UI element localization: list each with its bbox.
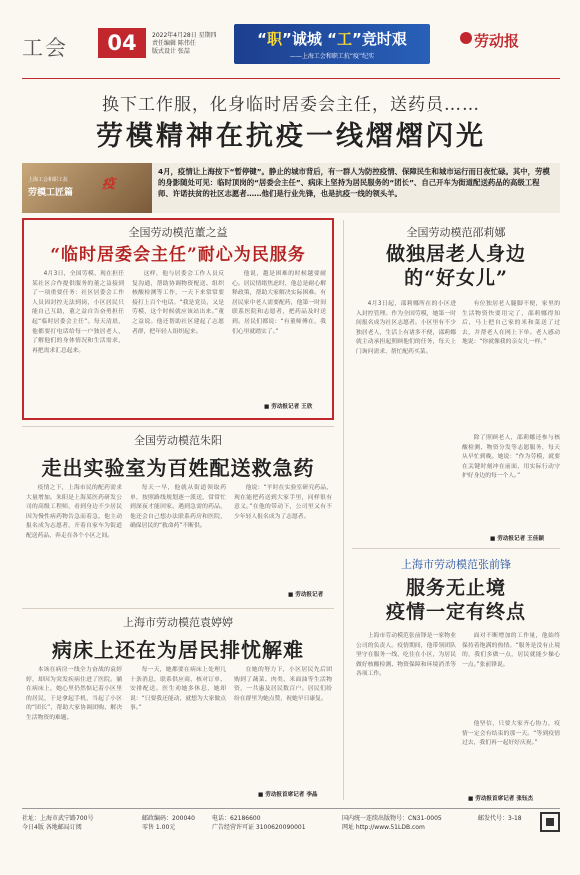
- article-kicker: 全国劳动模范邵莉娜: [406, 226, 506, 239]
- article-column: 上海市劳动模范张前锋是一家物业公司的负责人。疫情期间，他带领团队坚守在服务一线，吃住在小区，为居民做好核酸检测、物资保障和环境消杀等各项工作。: [356, 633, 456, 678]
- article-column: 他说：“平时在实验室研究药品，现在能把药送到大家手里，同样很有意义。”在他的带动下，公司里又有不少年轻人报名成为了志愿者。: [234, 485, 332, 520]
- article-headline: 病床上还在为居民排忧解难: [52, 638, 304, 662]
- campaign-banner: [234, 24, 430, 64]
- article-headline: “临时居委会主任”耐心为民服务: [50, 245, 306, 265]
- series-logo-line2: 劳模工匠篇: [28, 188, 74, 198]
- series-logo-big: 疫: [102, 177, 116, 192]
- series-logo-line1: 上海工会和职工抗: [28, 177, 69, 183]
- article-kicker: 上海市劳动模范张前锋: [401, 558, 511, 571]
- article-kicker: 全国劳动模范董之益: [128, 226, 228, 239]
- lead-intro-text: 4月，疫情让上海按下“暂停键”。静止的城市背后，有一群人为防控疫情、保障民生和城市运行而日夜忙碌。其中，劳模的身影随处可见：临时顶岗的“居委会主任”、病床上坚持为居民服务的“团长”、自己开车为街道配送药品的高级工程师、许诺扶贫的社区志愿者……他们是行业先锋，也是抗疫一线的领头羊。: [158, 167, 550, 198]
- banner-subtitle: ——上海工会和职工抗“疫”纪实: [289, 53, 375, 60]
- masthead: [22, 10, 560, 72]
- article-column: 他坚信，只要大家齐心协力，疫情一定会有结束的那一天。“等到疫情过去，我们再一起好好庆祝。”: [462, 721, 560, 747]
- article-column: 有位独居老人腿脚不便，家里的生活物资快要用完了，邵莉娜得知后，马上把自己家的米和菜送了过去，并帮老人在网上下单。老人感动地说：“你就像我的亲女儿一样。”: [462, 301, 560, 346]
- article-column: 疫情之下，上海市民的配药需求大量增加。朱阳是上海某医药研发公司的高级工程师，看到身边不少居民因为慢性病药物告急而着急，他主动报名成为志愿者，开着自家车为街道配送药品，奔走在各个小区之间。: [26, 485, 122, 539]
- article-byline: ■ 劳动报首席记者 李晶: [258, 792, 318, 798]
- article-column: 他说，越是困难的时候越要耐心。居民情绪焦虑时，他总是耐心解释政策，帮助大家解决实际困难。有居民家中老人需要配药，他第一时间联系医院和志愿者，把药品及时送到。居民们都说：“有董师傅在，我们心里就踏实了。”: [232, 271, 326, 335]
- section-divider: [22, 608, 334, 609]
- footer-issn: 国内统一连续出版物号：CN31-0005 网址 http://www.51LDB.com: [342, 815, 442, 831]
- article-byline: ■ 劳动报记者 王欣: [264, 404, 313, 410]
- banner-title: “职”诚城 “工”竞时艰: [257, 30, 407, 48]
- lead-kicker: 换下工作服，化身临时居委会主任，送药员……: [102, 95, 480, 115]
- article-column: 4月3日，全国劳模、现在担任某社区合作提供服务的董之益接到了一项重要任务：社区居委会工作人员因封控无法到岗，小区居民只能自己互助，董之益自告奋勇担任起“临时居委会主任”。每天清晨，他都要打电话给每一户独居老人，了解他们的身体情况和生活需求，再把需求汇总起来。: [32, 271, 124, 354]
- date-info: [152, 32, 236, 56]
- page-number: 04: [98, 28, 146, 58]
- article-column: 每天一早，他就从街道领取药单，按照路线规划逐一派送，常常忙到深夜才能回家。遇到急需的药品，他还会自己想办法联系药房和医院，确保居民的“救命药”不断供。: [130, 485, 226, 530]
- series-logo-image: [22, 163, 152, 213]
- article-column: 除了照顾老人，邵莉娜还参与核酸检测、物资分发等志愿服务，每天从早忙到晚。她说：“作为劳模，就要在关键时刻冲在前面，用实际行动守护好身边的每一个人。”: [462, 435, 560, 480]
- article-column: 面对不断增加的工作量，他始终保持着饱满的热情。“服务是没有止境的，我们多做一点，居民就能少操心一点。”张前锋说。: [462, 633, 560, 668]
- top-rule: [22, 78, 560, 79]
- article-column: 4月3日起，邵莉娜所在的小区进入封控管理。作为全国劳模，她第一时间报名成为社区志愿者。小区里有不少独居老人，生活上有诸多不便，邵莉娜就主动承担起照顾他们的任务，每天上门询问需求、帮忙配药买菜。: [356, 301, 456, 355]
- article-byline: ■ 劳动报首席记者 张钰杰: [468, 796, 534, 802]
- article-column: 在她的努力下，小区居民先后团购到了蔬菜、肉类、米面油等生活物资，一共惠及居民数百户。居民们纷纷在群里为她点赞，祝她早日康复。: [234, 667, 332, 702]
- date-line: 2022年4月28日 星期四: [152, 32, 217, 39]
- footer-postcode: 邮政编码：200040 零售 1.00元: [142, 815, 195, 831]
- article-byline: ■ 劳动报记者: [288, 592, 324, 598]
- lead-intro: [22, 163, 560, 213]
- article-kicker: 上海市劳动模范袁婷婷: [123, 616, 233, 629]
- section-divider: [352, 548, 560, 549]
- newspaper-logo: 劳动报: [474, 32, 520, 50]
- lead-headline: 劳模精神在抗疫一线熠熠闪光: [96, 121, 486, 152]
- article-byline: ■ 劳动报记者 王佳颖: [490, 536, 544, 542]
- article-headline: 服务无止境 疫情一定有终点: [385, 577, 526, 623]
- editor-line: 责任编辑 陈伟任: [152, 40, 196, 47]
- footer-post-code: 邮发代号：3-18: [478, 815, 522, 822]
- article-column: 每一天，她都要在病床上处理几十条消息，联系供应商、核对订单、安排配送。医生劝她多休息，她却说：“只要我还能动，就想为大家做点事。”: [130, 667, 226, 712]
- article-dong-zhiyi: [22, 218, 334, 420]
- section-name: 工会: [22, 36, 68, 60]
- section-divider: [22, 426, 334, 427]
- designer-line: 版式设计 张喆: [152, 48, 190, 55]
- article-column: 本该在病房一线全力奋战的袁婷婷，却因为突发疾病住进了医院。躺在病床上，她心里仍然惦记着小区里的居民，于是拿起手机，当起了小区的“团长”，帮助大家协调团购、解决生活物资的难题。: [26, 667, 122, 721]
- footer-rule: [22, 808, 560, 809]
- article-headline: 做独居老人身边 的“好女儿”: [385, 243, 526, 289]
- logo-seal-icon: [460, 32, 472, 44]
- article-column: 这样，他与居委会工作人员反复沟通，帮助协调物资配送、组织核酸检测等工作，一天下来常常要接打上百个电话。“我是党员，又是劳模，这个时候就应该站出来。”董之益说。他还帮助社区建起了志愿者群，把年轻人组织起来。: [132, 271, 224, 335]
- article-headline: 走出实验室为百姓配送救急药: [41, 456, 315, 480]
- footer-address: 社址：上海市武宁路700号 今日4版 各地邮局订阅: [22, 815, 94, 831]
- article-kicker: 全国劳动模范朱阳: [134, 434, 222, 447]
- qr-code-icon: [540, 812, 560, 832]
- column-divider: [343, 220, 344, 800]
- footer-phone: 电话：62186600 广告经营许可证 3100620090001: [212, 815, 306, 831]
